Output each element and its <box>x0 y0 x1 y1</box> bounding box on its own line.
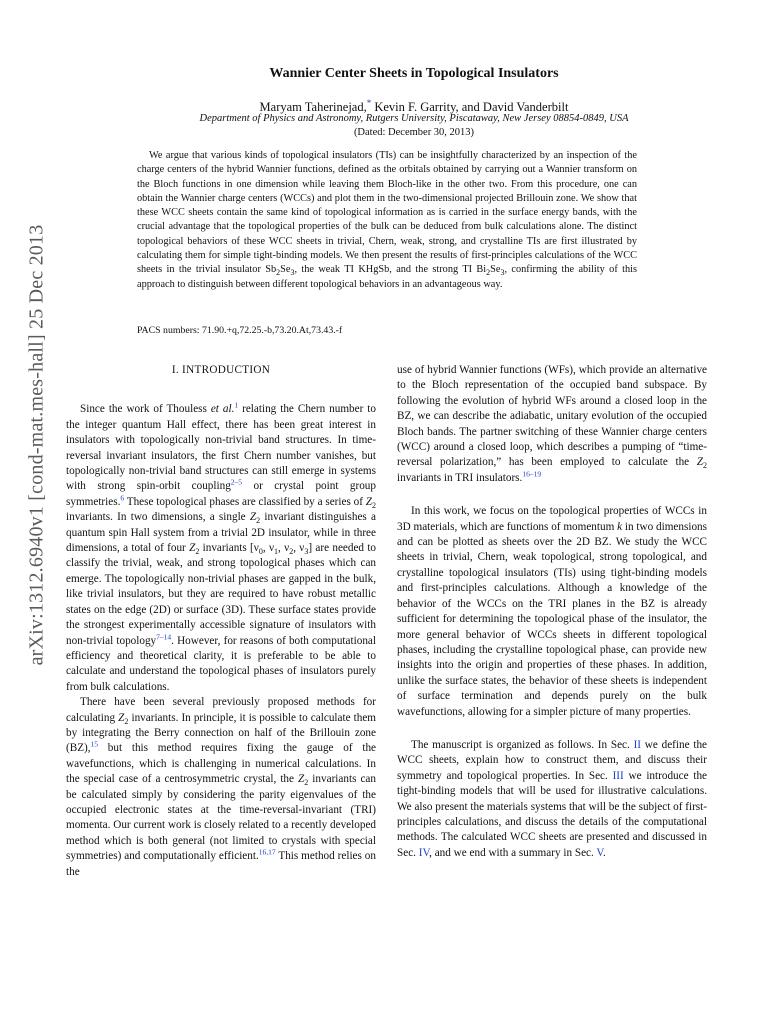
affiliation: Department of Physics and Astronomy, Rutgers University, Piscataway, New Jersey 08854-0849, USA <box>199 113 629 124</box>
abstract: We argue that various kinds of topological insulators (TIs) can be insightfully characterized by an inspection of the charge centers of the hybrid Wannier functions, defined as the orbitals obtained by carrying out a Wannier transform on the Bloch functions in one dimension while leaving them Bloch-like in the other two. From this procedure, one can obtain the Wannier charge centers (WCCs) and plot them in the two-dimensional projected Brillouin zone. We show that these WCC sheets contain the same kind of topological information as is carried in the surface energy bands, with the crucial advantage that the topological properties of the bulk can be deduced from bulk calculations alone. The distinct topological behaviors of these WCC sheets in trivial, Chern, weak, strong, and crystalline TIs are first illustrated by calculating them for simple tight-binding models. We then present the results of first-principles calculations of the WCC sheets in the trivial insulator $Sb_2Se_3$, the weak TI KHgSb, and the strong TI $Bi_2Se_3$, confirming the ability of this approach to distinguish between different topological behaviors in an advantageous way. <box>137 150 637 290</box>
citation-link[interactable]: 2–5 <box>230 477 243 487</box>
left-column <box>66 363 376 880</box>
paper-title: Wannier Center Sheets in Topological Insulators <box>269 66 559 81</box>
arxiv-sidebar <box>22 225 52 665</box>
date-line: (Dated: December 30, 2013) <box>353 127 475 138</box>
pacs-numbers: PACS numbers: 71.90.+q,72.25.-b,73.20.At,73.43.-f <box>137 325 343 336</box>
author-1: Maryam Taherinejad, <box>259 100 367 115</box>
section-link[interactable]: V <box>596 846 604 859</box>
arxiv-identifier: arXiv:1312.6940v1 [cond-mat.mes-hall] 25 Dec 2013 <box>25 224 48 666</box>
corresponding-mark[interactable]: * <box>366 98 372 108</box>
intro-paragraph-4: In this work, we focus on the topological properties of WCCs in 3D materials, which are functions of momentum k in two dimensions and can be plotted as sheets over the 2D BZ. We study the WCC sheets in trivial, Chern, weak topological, strong topological, and crystalline topological insulators (TIs) using tight-binding models and first-principles calculations. Although a knowledge of the behavior of the WCCs on the TRI planes in the BZ is already sufficient for determining the topological phase of the insulator, the more general behavior of WCCs sheets in different topological phases, including the crystalline topological phase, can provide new insights into the origin and properties of these phases. In addition, unlike the surface states, the behavior of these sheets is independent of surface termination and depends purely on the bulk wavefunctions, allowing for a simpler picture of many properties. <box>397 505 707 718</box>
section-link[interactable]: II <box>633 738 642 751</box>
section-link[interactable]: III <box>612 769 624 782</box>
other-authors: Kevin F. Garrity, and David Vanderbilt <box>371 100 569 115</box>
section-link[interactable]: IV <box>418 846 430 859</box>
intro-paragraph-3: use of hybrid Wannier functions (WFs), which provide an alternative to the Bloch representation of the occupied band subspace. By following the evolution of hybrid WFs around a closed loop in the BZ, we can describe the adiabatic, unitary evolution of the occupied Bloch bands. The partner switching of these Wannier charge centers (WCC) around a closed loop, which describes a pumping of “time-reversal polarization,” has been employed to calculate the $Z_2$ invariants in TRI insulators.$^{16-19}$ <box>397 364 707 484</box>
intro-paragraph-2: There have been several previously proposed methods for calculating $Z_2$ invariants. In principle, it is possible to calculate them by integrating the Berry connection on half of the Brillouin zone (BZ),$^{15}$ but this method requires fixing the gauge of the wavefunctions, which is challenging in numerical calculations. In the special case of a centrosymmetric crystal, the $Z_2$ invariants can be calculated simply by considering the parity eigenvalues of the occupied electronic states at the time-reversal-invariant (TRI) momenta. Our current work is closely related to a recently developed method which is both general (not limited to crystals with special symmetries) and computationally efficient.$^{16,17}$ This method relies on the <box>66 696 376 878</box>
right-column <box>397 363 707 861</box>
citation-link[interactable]: 16–19 <box>522 469 542 479</box>
citation-link[interactable]: 1 <box>234 400 239 410</box>
citation-link[interactable]: 7–14 <box>156 631 172 641</box>
intro-paragraph-1: Since the work of Thouless et al.$^1$ relating the Chern number to the integer quantum Hall effect, there has been great interest in insulators with topologically non-trivial band structures. In time-reversal invariant insulators, the first Chern number vanishes, but topologically non-trivial band structures can still emerge in systems with strong spin-orbit coupling$^{2-5}$ or crystal point group symmetries.$^6$ These topological phases are classified by a series of $Z_2$ invariants. In two dimensions, a single $Z_2$ invariant distinguishes a quantum spin Hall system from a trivial 2D insulator, while in three dimensions, a total of four $Z_2$ invariants [$\nu_0$, $\nu_1$, $\nu_2$, $\nu_3$] are needed to classify the trivial, weak, and strong topological phases which can emerge. The topologically non-trivial phases are gapped in the bulk, like trivial insulators, but they are required to have robust metallic states on the edge (2D) or surface (3D). These surface states provide the strongest experimentally accessible signature of insulators with non-trivial topology$^{7-14}$. However, for reasons of both computational efficiency and theoretical clarity, it is preferable to be able to calculate and understand the topological phases of insulators purely from bulk calculations. <box>66 400 377 693</box>
citation-link[interactable]: 16,17 <box>258 847 276 857</box>
intro-paragraph-5: The manuscript is organized as follows. In Sec. II we define the WCC sheets, explain how to construct them, and discuss their symmetry and topological properties. In Sec. III we introduce the tight-binding models that will be used for illustrative calculations. We also present the materials systems that will be the subject of first-principles calculations, and discuss the details of the computational methods. The calculated WCC sheets are presented and discussed in Sec. IV, and we end with a summary in Sec. V. <box>397 738 708 859</box>
citation-link[interactable]: 6 <box>120 493 125 503</box>
citation-link[interactable]: 15 <box>90 739 99 749</box>
section-heading-introduction: I. INTRODUCTION <box>171 364 271 376</box>
